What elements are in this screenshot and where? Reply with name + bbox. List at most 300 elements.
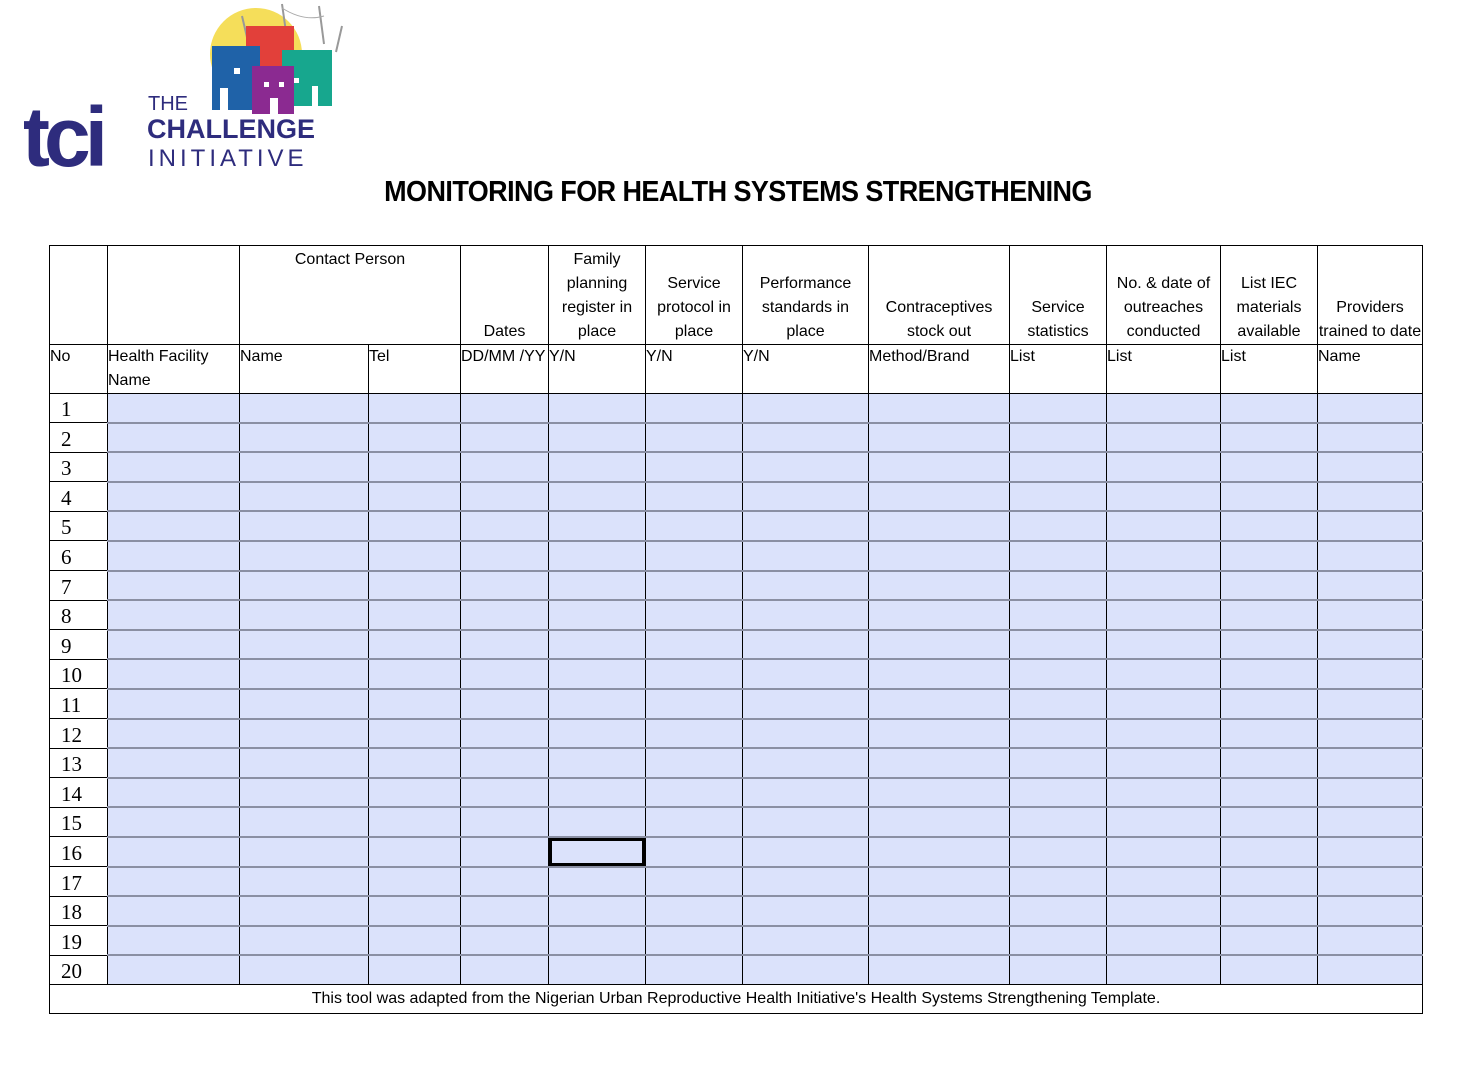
- input-cell-service-statistics[interactable]: [1010, 807, 1107, 837]
- input-cell-service-protocol[interactable]: [646, 452, 743, 482]
- input-cell-providers-trained[interactable]: [1318, 926, 1423, 956]
- input-cell-family-planning[interactable]: [549, 926, 646, 956]
- input-cell-service-protocol[interactable]: [646, 394, 743, 423]
- input-cell-date[interactable]: [461, 896, 549, 926]
- input-cell-providers-trained[interactable]: [1318, 837, 1423, 867]
- row-number: 7: [50, 571, 108, 601]
- input-cell-contraceptives[interactable]: [869, 867, 1010, 897]
- table-row: [50, 867, 1423, 897]
- table-row: [50, 719, 1423, 749]
- input-cell-facility[interactable]: [108, 719, 240, 749]
- input-cell-facility[interactable]: [108, 541, 240, 571]
- input-cell-name[interactable]: [240, 748, 369, 778]
- row-number: 14: [50, 778, 108, 808]
- input-cell-service-statistics[interactable]: [1010, 659, 1107, 689]
- input-cell-performance-standards[interactable]: [743, 600, 869, 630]
- input-cell-tel[interactable]: [369, 955, 461, 984]
- input-cell-performance-standards[interactable]: [743, 452, 869, 482]
- input-cell-performance-standards[interactable]: [743, 778, 869, 808]
- input-cell-family-planning[interactable]: [549, 807, 646, 837]
- input-cell-iec-materials[interactable]: [1221, 600, 1318, 630]
- table-row: [50, 630, 1423, 660]
- input-cell-providers-trained[interactable]: [1318, 541, 1423, 571]
- input-cell-outreaches[interactable]: [1107, 571, 1221, 601]
- input-cell-family-planning[interactable]: [549, 719, 646, 749]
- input-cell-tel[interactable]: [369, 452, 461, 482]
- input-cell-facility[interactable]: [108, 452, 240, 482]
- table-row: [50, 837, 1423, 867]
- input-cell-iec-materials[interactable]: [1221, 807, 1318, 837]
- input-cell-service-statistics[interactable]: [1010, 571, 1107, 601]
- input-cell-performance-standards[interactable]: [743, 423, 869, 453]
- input-cell-name[interactable]: [240, 630, 369, 660]
- input-cell-iec-materials[interactable]: [1221, 571, 1318, 601]
- input-cell-performance-standards[interactable]: [743, 630, 869, 660]
- input-cell-contraceptives[interactable]: [869, 600, 1010, 630]
- input-cell-family-planning[interactable]: [549, 630, 646, 660]
- input-cell-facility[interactable]: [108, 926, 240, 956]
- input-cell-service-protocol[interactable]: [646, 630, 743, 660]
- input-cell-performance-standards[interactable]: [743, 571, 869, 601]
- row-number: 18: [50, 896, 108, 926]
- input-cell-outreaches[interactable]: [1107, 867, 1221, 897]
- input-cell-tel[interactable]: [369, 482, 461, 512]
- row-number: 1: [50, 394, 108, 423]
- input-cell-outreaches[interactable]: [1107, 807, 1221, 837]
- input-cell-family-planning[interactable]: [549, 778, 646, 808]
- input-cell-outreaches[interactable]: [1107, 926, 1221, 956]
- monitoring-table: [49, 245, 1423, 1014]
- header-contact-person: Contact Person: [240, 246, 461, 345]
- input-cell-performance-standards[interactable]: [743, 482, 869, 512]
- input-cell-performance-standards[interactable]: [743, 807, 869, 837]
- input-cell-service-statistics[interactable]: [1010, 867, 1107, 897]
- input-cell-facility[interactable]: [108, 837, 240, 867]
- input-cell-service-statistics[interactable]: [1010, 896, 1107, 926]
- table-row: [50, 807, 1423, 837]
- input-cell-date[interactable]: [461, 807, 549, 837]
- table-row: [50, 571, 1423, 601]
- input-cell-name[interactable]: [240, 600, 369, 630]
- input-cell-date[interactable]: [461, 600, 549, 630]
- tci-logo: [24, 2, 364, 174]
- input-cell-outreaches[interactable]: [1107, 955, 1221, 984]
- input-cell-date[interactable]: [461, 926, 549, 956]
- input-cell-iec-materials[interactable]: [1221, 955, 1318, 984]
- input-cell-service-protocol[interactable]: [646, 571, 743, 601]
- input-cell-facility[interactable]: [108, 511, 240, 541]
- input-cell-contraceptives[interactable]: [869, 926, 1010, 956]
- input-cell-name[interactable]: [240, 807, 369, 837]
- input-cell-family-planning[interactable]: [549, 452, 646, 482]
- input-cell-performance-standards[interactable]: [743, 659, 869, 689]
- input-cell-performance-standards[interactable]: [743, 719, 869, 749]
- input-cell-service-statistics[interactable]: [1010, 600, 1107, 630]
- input-cell-date[interactable]: [461, 630, 549, 660]
- input-cell-name[interactable]: [240, 926, 369, 956]
- input-cell-name[interactable]: [240, 778, 369, 808]
- table-row: [50, 659, 1423, 689]
- table-row: [50, 896, 1423, 926]
- input-cell-outreaches[interactable]: [1107, 659, 1221, 689]
- input-cell-providers-trained[interactable]: [1318, 689, 1423, 719]
- input-cell-contraceptives[interactable]: [869, 778, 1010, 808]
- header-contraceptives: Contraceptives stock out: [869, 246, 1010, 345]
- input-cell-service-statistics[interactable]: [1010, 394, 1107, 423]
- input-cell-iec-materials[interactable]: [1221, 659, 1318, 689]
- input-cell-name[interactable]: [240, 867, 369, 897]
- table-row: [50, 541, 1423, 571]
- input-cell-tel[interactable]: [369, 896, 461, 926]
- input-cell-name[interactable]: [240, 394, 369, 423]
- input-cell-date[interactable]: [461, 394, 549, 423]
- input-cell-date[interactable]: [461, 571, 549, 601]
- input-cell-service-statistics[interactable]: [1010, 955, 1107, 984]
- header-service-protocol: Service protocol in place: [646, 246, 743, 345]
- input-cell-name[interactable]: [240, 571, 369, 601]
- input-cell-family-planning[interactable]: [549, 837, 646, 867]
- input-cell-name[interactable]: [240, 541, 369, 571]
- input-cell-service-statistics[interactable]: [1010, 541, 1107, 571]
- input-cell-date[interactable]: [461, 423, 549, 453]
- input-cell-date[interactable]: [461, 748, 549, 778]
- input-cell-tel[interactable]: [369, 689, 461, 719]
- input-cell-facility[interactable]: [108, 659, 240, 689]
- input-cell-iec-materials[interactable]: [1221, 394, 1318, 423]
- input-cell-performance-standards[interactable]: [743, 867, 869, 897]
- input-cell-date[interactable]: [461, 689, 549, 719]
- input-cell-date[interactable]: [461, 837, 549, 867]
- input-cell-tel[interactable]: [369, 600, 461, 630]
- input-cell-family-planning[interactable]: [549, 394, 646, 423]
- input-cell-contraceptives[interactable]: [869, 689, 1010, 719]
- input-cell-contraceptives[interactable]: [869, 955, 1010, 984]
- header-row-top: [50, 246, 1423, 345]
- input-cell-iec-materials[interactable]: [1221, 719, 1318, 749]
- input-cell-tel[interactable]: [369, 926, 461, 956]
- input-cell-facility[interactable]: [108, 896, 240, 926]
- input-cell-family-planning[interactable]: [549, 600, 646, 630]
- input-cell-family-planning[interactable]: [549, 867, 646, 897]
- row-number: 3: [50, 452, 108, 482]
- input-cell-performance-standards[interactable]: [743, 837, 869, 867]
- header-blank-facility: [108, 246, 240, 345]
- input-cell-facility[interactable]: [108, 807, 240, 837]
- input-cell-family-planning[interactable]: [549, 659, 646, 689]
- input-cell-facility[interactable]: [108, 600, 240, 630]
- row-number: 8: [50, 600, 108, 630]
- input-cell-service-protocol[interactable]: [646, 955, 743, 984]
- svg-text:tci: tci: [24, 90, 103, 174]
- subheader-fp-yn: Y/N: [549, 345, 646, 394]
- row-number: 13: [50, 748, 108, 778]
- input-cell-performance-standards[interactable]: [743, 689, 869, 719]
- input-cell-contraceptives[interactable]: [869, 807, 1010, 837]
- input-cell-providers-trained[interactable]: [1318, 867, 1423, 897]
- input-cell-outreaches[interactable]: [1107, 482, 1221, 512]
- input-cell-family-planning[interactable]: [549, 423, 646, 453]
- input-cell-service-statistics[interactable]: [1010, 482, 1107, 512]
- header-service-statistics: Service statistics: [1010, 246, 1107, 345]
- input-cell-name[interactable]: [240, 719, 369, 749]
- input-cell-contraceptives[interactable]: [869, 659, 1010, 689]
- input-cell-contraceptives[interactable]: [869, 394, 1010, 423]
- table-row: [50, 926, 1423, 956]
- input-cell-date[interactable]: [461, 659, 549, 689]
- input-cell-providers-trained[interactable]: [1318, 630, 1423, 660]
- input-cell-performance-standards[interactable]: [743, 394, 869, 423]
- input-cell-tel[interactable]: [369, 778, 461, 808]
- input-cell-facility[interactable]: [108, 571, 240, 601]
- input-cell-tel[interactable]: [369, 394, 461, 423]
- input-cell-facility[interactable]: [108, 778, 240, 808]
- input-cell-iec-materials[interactable]: [1221, 423, 1318, 453]
- input-cell-performance-standards[interactable]: [743, 896, 869, 926]
- input-cell-family-planning[interactable]: [549, 689, 646, 719]
- input-cell-service-protocol[interactable]: [646, 807, 743, 837]
- input-cell-date[interactable]: [461, 511, 549, 541]
- svg-text:INITIATIVE: INITIATIVE: [148, 145, 308, 172]
- input-cell-outreaches[interactable]: [1107, 837, 1221, 867]
- input-cell-providers-trained[interactable]: [1318, 600, 1423, 630]
- subheader-providers-name: Name: [1318, 345, 1423, 394]
- input-cell-outreaches[interactable]: [1107, 394, 1221, 423]
- input-cell-name[interactable]: [240, 511, 369, 541]
- input-cell-date[interactable]: [461, 482, 549, 512]
- input-cell-tel[interactable]: [369, 837, 461, 867]
- input-cell-contraceptives[interactable]: [869, 896, 1010, 926]
- input-cell-facility[interactable]: [108, 867, 240, 897]
- input-cell-name[interactable]: [240, 689, 369, 719]
- input-cell-iec-materials[interactable]: [1221, 926, 1318, 956]
- input-cell-outreaches[interactable]: [1107, 719, 1221, 749]
- input-cell-family-planning[interactable]: [549, 896, 646, 926]
- input-cell-iec-materials[interactable]: [1221, 748, 1318, 778]
- input-cell-outreaches[interactable]: [1107, 689, 1221, 719]
- table-row: [50, 778, 1423, 808]
- input-cell-iec-materials[interactable]: [1221, 867, 1318, 897]
- input-cell-tel[interactable]: [369, 541, 461, 571]
- input-cell-iec-materials[interactable]: [1221, 511, 1318, 541]
- input-cell-providers-trained[interactable]: [1318, 452, 1423, 482]
- input-cell-service-protocol[interactable]: [646, 778, 743, 808]
- input-cell-date[interactable]: [461, 541, 549, 571]
- subheader-stats-list: List: [1010, 345, 1107, 394]
- input-cell-family-planning[interactable]: [549, 571, 646, 601]
- input-cell-providers-trained[interactable]: [1318, 394, 1423, 423]
- table-row: [50, 689, 1423, 719]
- input-cell-name[interactable]: [240, 896, 369, 926]
- input-cell-family-planning[interactable]: [549, 748, 646, 778]
- row-number: 9: [50, 630, 108, 660]
- input-cell-contraceptives[interactable]: [869, 748, 1010, 778]
- input-cell-name[interactable]: [240, 423, 369, 453]
- header-family-planning: Family planning register in place: [549, 246, 646, 345]
- input-cell-performance-standards[interactable]: [743, 748, 869, 778]
- input-cell-providers-trained[interactable]: [1318, 659, 1423, 689]
- input-cell-service-statistics[interactable]: [1010, 926, 1107, 956]
- input-cell-outreaches[interactable]: [1107, 452, 1221, 482]
- input-cell-iec-materials[interactable]: [1221, 630, 1318, 660]
- input-cell-service-protocol[interactable]: [646, 867, 743, 897]
- input-cell-service-protocol[interactable]: [646, 541, 743, 571]
- input-cell-outreaches[interactable]: [1107, 423, 1221, 453]
- input-cell-service-protocol[interactable]: [646, 423, 743, 453]
- input-cell-providers-trained[interactable]: [1318, 807, 1423, 837]
- row-number: 2: [50, 423, 108, 453]
- input-cell-facility[interactable]: [108, 955, 240, 984]
- row-number: 5: [50, 511, 108, 541]
- subheader-iec-list: List: [1221, 345, 1318, 394]
- input-cell-family-planning[interactable]: [549, 541, 646, 571]
- input-cell-outreaches[interactable]: [1107, 600, 1221, 630]
- subheader-name: Name: [240, 345, 369, 394]
- input-cell-service-protocol[interactable]: [646, 719, 743, 749]
- input-cell-performance-standards[interactable]: [743, 955, 869, 984]
- input-cell-service-protocol[interactable]: [646, 511, 743, 541]
- row-number: 6: [50, 541, 108, 571]
- input-cell-service-statistics[interactable]: [1010, 778, 1107, 808]
- input-cell-service-protocol[interactable]: [646, 689, 743, 719]
- input-cell-service-protocol[interactable]: [646, 837, 743, 867]
- input-cell-name[interactable]: [240, 659, 369, 689]
- input-cell-contraceptives[interactable]: [869, 511, 1010, 541]
- input-cell-outreaches[interactable]: [1107, 896, 1221, 926]
- table-row: [50, 423, 1423, 453]
- table-row: [50, 955, 1423, 984]
- input-cell-name[interactable]: [240, 452, 369, 482]
- input-cell-contraceptives[interactable]: [869, 452, 1010, 482]
- input-cell-name[interactable]: [240, 955, 369, 984]
- input-cell-facility[interactable]: [108, 748, 240, 778]
- row-number: 15: [50, 807, 108, 837]
- input-cell-tel[interactable]: [369, 867, 461, 897]
- input-cell-service-statistics[interactable]: [1010, 719, 1107, 749]
- input-cell-providers-trained[interactable]: [1318, 571, 1423, 601]
- subheader-date-format: DD/MM /YY: [461, 345, 549, 394]
- page-title: MONITORING FOR HEALTH SYSTEMS STRENGTHENING: [384, 176, 1092, 208]
- input-cell-iec-materials[interactable]: [1221, 778, 1318, 808]
- input-cell-outreaches[interactable]: [1107, 541, 1221, 571]
- input-cell-outreaches[interactable]: [1107, 630, 1221, 660]
- input-cell-family-planning[interactable]: [549, 482, 646, 512]
- input-cell-service-statistics[interactable]: [1010, 452, 1107, 482]
- table-row: [50, 394, 1423, 423]
- input-cell-tel[interactable]: [369, 423, 461, 453]
- input-cell-family-planning[interactable]: [549, 955, 646, 984]
- input-cell-iec-materials[interactable]: [1221, 689, 1318, 719]
- input-cell-contraceptives[interactable]: [869, 719, 1010, 749]
- input-cell-facility[interactable]: [108, 630, 240, 660]
- row-number: 19: [50, 926, 108, 956]
- input-cell-family-planning[interactable]: [549, 511, 646, 541]
- input-cell-iec-materials[interactable]: [1221, 837, 1318, 867]
- input-cell-tel[interactable]: [369, 571, 461, 601]
- header-iec-materials: List IEC materials available: [1221, 246, 1318, 345]
- input-cell-name[interactable]: [240, 482, 369, 512]
- input-cell-service-statistics[interactable]: [1010, 748, 1107, 778]
- input-cell-name[interactable]: [240, 837, 369, 867]
- input-cell-date[interactable]: [461, 719, 549, 749]
- input-cell-iec-materials[interactable]: [1221, 896, 1318, 926]
- input-cell-outreaches[interactable]: [1107, 748, 1221, 778]
- input-cell-providers-trained[interactable]: [1318, 482, 1423, 512]
- row-number: 20: [50, 955, 108, 984]
- input-cell-performance-standards[interactable]: [743, 511, 869, 541]
- input-cell-service-protocol[interactable]: [646, 659, 743, 689]
- input-cell-outreaches[interactable]: [1107, 778, 1221, 808]
- subheader-tel: Tel: [369, 345, 461, 394]
- header-outreaches: No. & date of outreaches conducted: [1107, 246, 1221, 345]
- input-cell-tel[interactable]: [369, 719, 461, 749]
- input-cell-contraceptives[interactable]: [869, 571, 1010, 601]
- input-cell-contraceptives[interactable]: [869, 630, 1010, 660]
- input-cell-service-protocol[interactable]: [646, 600, 743, 630]
- input-cell-service-statistics[interactable]: [1010, 511, 1107, 541]
- header-dates: Dates: [461, 246, 549, 345]
- input-cell-service-statistics[interactable]: [1010, 689, 1107, 719]
- data-rows: [50, 394, 1423, 985]
- input-cell-contraceptives[interactable]: [869, 423, 1010, 453]
- subheader-method-brand: Method/Brand: [869, 345, 1010, 394]
- input-cell-contraceptives[interactable]: [869, 482, 1010, 512]
- input-cell-providers-trained[interactable]: [1318, 955, 1423, 984]
- input-cell-performance-standards[interactable]: [743, 541, 869, 571]
- row-number: 12: [50, 719, 108, 749]
- svg-text:CHALLENGE: CHALLENGE: [147, 114, 315, 144]
- header-blank-no: [50, 246, 108, 345]
- table-row: [50, 600, 1423, 630]
- input-cell-providers-trained[interactable]: [1318, 511, 1423, 541]
- subheader-sp-yn: Y/N: [646, 345, 743, 394]
- input-cell-service-statistics[interactable]: [1010, 630, 1107, 660]
- input-cell-date[interactable]: [461, 867, 549, 897]
- input-cell-service-protocol[interactable]: [646, 482, 743, 512]
- input-cell-date[interactable]: [461, 955, 549, 984]
- input-cell-outreaches[interactable]: [1107, 511, 1221, 541]
- input-cell-providers-trained[interactable]: [1318, 748, 1423, 778]
- subheader-outreach-list: List: [1107, 345, 1221, 394]
- input-cell-providers-trained[interactable]: [1318, 778, 1423, 808]
- input-cell-contraceptives[interactable]: [869, 541, 1010, 571]
- input-cell-tel[interactable]: [369, 630, 461, 660]
- input-cell-service-protocol[interactable]: [646, 896, 743, 926]
- input-cell-service-statistics[interactable]: [1010, 837, 1107, 867]
- input-cell-contraceptives[interactable]: [869, 837, 1010, 867]
- input-cell-tel[interactable]: [369, 807, 461, 837]
- input-cell-service-statistics[interactable]: [1010, 423, 1107, 453]
- input-cell-providers-trained[interactable]: [1318, 423, 1423, 453]
- input-cell-tel[interactable]: [369, 511, 461, 541]
- input-cell-performance-standards[interactable]: [743, 926, 869, 956]
- input-cell-facility[interactable]: [108, 423, 240, 453]
- input-cell-tel[interactable]: [369, 748, 461, 778]
- input-cell-facility[interactable]: [108, 689, 240, 719]
- subheader-facility: Health Facility Name: [108, 345, 240, 394]
- input-cell-service-protocol[interactable]: [646, 926, 743, 956]
- input-cell-providers-trained[interactable]: [1318, 719, 1423, 749]
- input-cell-date[interactable]: [461, 452, 549, 482]
- input-cell-date[interactable]: [461, 778, 549, 808]
- input-cell-facility[interactable]: [108, 394, 240, 423]
- input-cell-iec-materials[interactable]: [1221, 482, 1318, 512]
- input-cell-tel[interactable]: [369, 659, 461, 689]
- input-cell-facility[interactable]: [108, 482, 240, 512]
- input-cell-iec-materials[interactable]: [1221, 541, 1318, 571]
- input-cell-iec-materials[interactable]: [1221, 452, 1318, 482]
- input-cell-providers-trained[interactable]: [1318, 896, 1423, 926]
- input-cell-service-protocol[interactable]: [646, 748, 743, 778]
